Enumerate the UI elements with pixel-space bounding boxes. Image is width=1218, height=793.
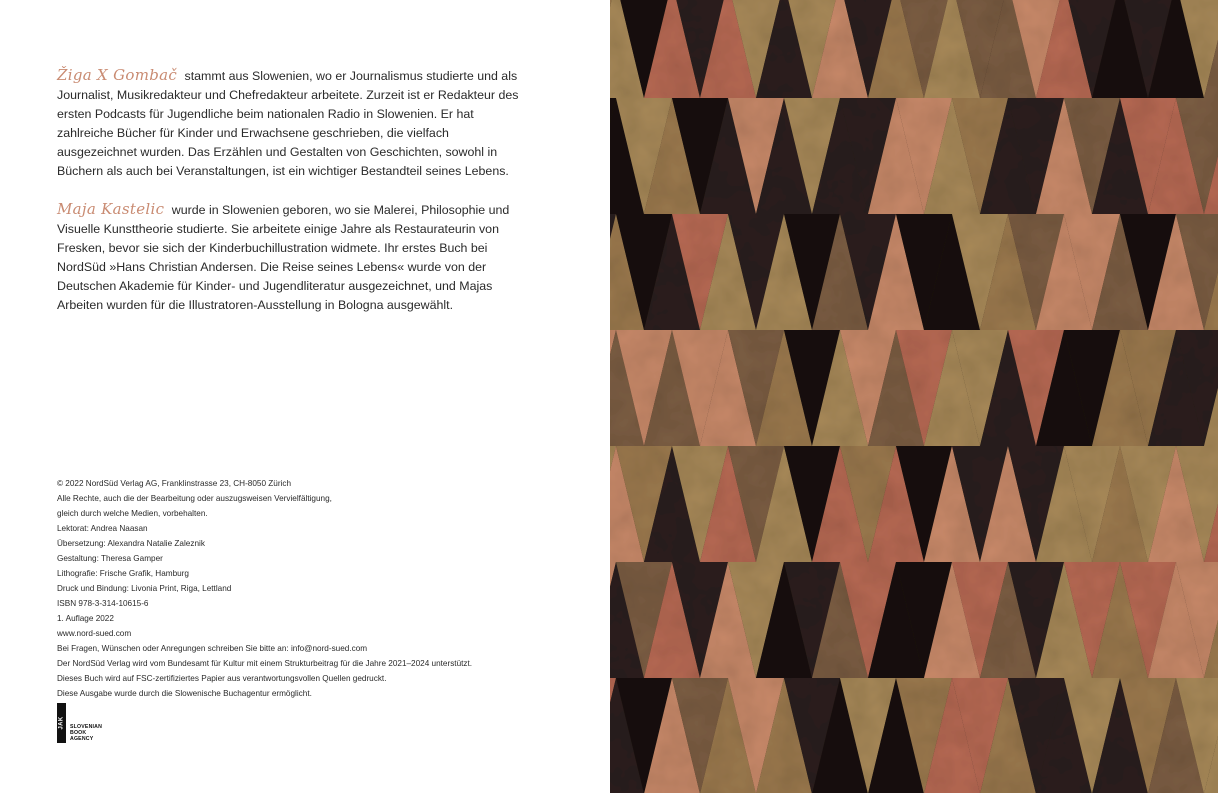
slovenian-book-agency-logo (57, 703, 102, 743)
imprint-isbn: ISBN 978-3-314-10615-6 (57, 599, 149, 608)
imprint-contact: Bei Fragen, Wünschen oder Anregungen schreiben Sie bitte an: info@nord-sued.com (57, 644, 368, 653)
jak-mark-text: JAK (58, 716, 65, 730)
illustrator-bio (57, 200, 527, 316)
imprint-agency: Diese Ausgabe wurde durch die Slowenische Buchagentur ermöglicht. (57, 689, 312, 698)
logo-line-3: AGENCY (70, 736, 94, 742)
author-signature: Žiga X Gombač (57, 66, 178, 84)
jak-mark (57, 703, 66, 743)
endpaper-illustration (610, 0, 1218, 793)
imprint (57, 476, 527, 701)
illustrator-bio-text: wurde in Slowenien geboren, wo sie Malerei, Philosophie und Visuelle Kunsttheorie studierte. Sie arbeitete einige Jahre als Restaurateurin von Fresken, bevor sie sich der Kinderbuchillustration widmete. Ihr erstes Buch bei NordSüd »Hans Christian Andersen. Die Reise seines Lebens« wurde von der Deutschen Akademie für Kinder- und Jugendliteratur ausgezeichnet, und Majas Arbeiten wurden für die Illustratoren-Ausstellung in Bologna ausgewählt. (57, 203, 510, 313)
imprint-edition: 1. Auflage 2022 (57, 614, 114, 623)
imprint-copyright: © 2022 NordSüd Verlag AG, Franklinstrasse 23, CH-8050 Zürich (57, 479, 292, 488)
imprint-website: www.nord-sued.com (57, 629, 132, 638)
logo-line-1: SLOVENIAN (70, 724, 103, 730)
author-bio-text: stammt aus Slowenien, wo er Journalismus studierte und als Journalist, Musikredakteur und Chefredakteur arbeitete. Zurzeit ist er Redakteur des ersten Podcasts für Jugendliche beim nationalen Radio in Slowenien. Er hat zahlreiche Bücher für Kinder und Erwachsene geschrieben, die vielfach ausgezeichnet wurden. Das Erzählen und Gestalten von Geschichten, sowohl in Büchern als auch bei Veranstaltungen, ist ein wichtiger Bestandteil seines Lebens. (57, 69, 519, 179)
triangle-pattern (610, 0, 1218, 793)
imprint-funding: Der NordSüd Verlag wird vom Bundesamt für Kultur mit einem Strukturbeitrag für die Jahre 2021–2024 unterstützt. (57, 659, 473, 668)
logo-text (70, 724, 102, 743)
imprint-editor: Lektorat: Andrea Naasan (57, 524, 148, 533)
imprint-paper: Dieses Buch wird auf FSC-zertifiziertes Papier aus verantwortungsvollen Quellen gedruckt. (57, 674, 387, 683)
illustrator-signature: Maja Kastelic (57, 200, 165, 218)
imprint-design: Gestaltung: Theresa Gamper (57, 554, 163, 563)
author-bio (57, 66, 527, 182)
imprint-rights: Alle Rechte, auch die der Bearbeitung oder auszugsweisen Vervielfältigung, (57, 494, 332, 503)
imprint-rights-cont: gleich durch welche Medien, vorbehalten. (57, 509, 208, 518)
imprint-printing: Druck und Bindung: Livonia Print, Riga, Lettland (57, 584, 232, 593)
imprint-litho: Lithografie: Frische Grafik, Hamburg (57, 569, 189, 578)
logo-line-2: BOOK (70, 730, 87, 736)
imprint-translation: Übersetzung: Alexandra Natalie Zaleznik (57, 539, 205, 548)
